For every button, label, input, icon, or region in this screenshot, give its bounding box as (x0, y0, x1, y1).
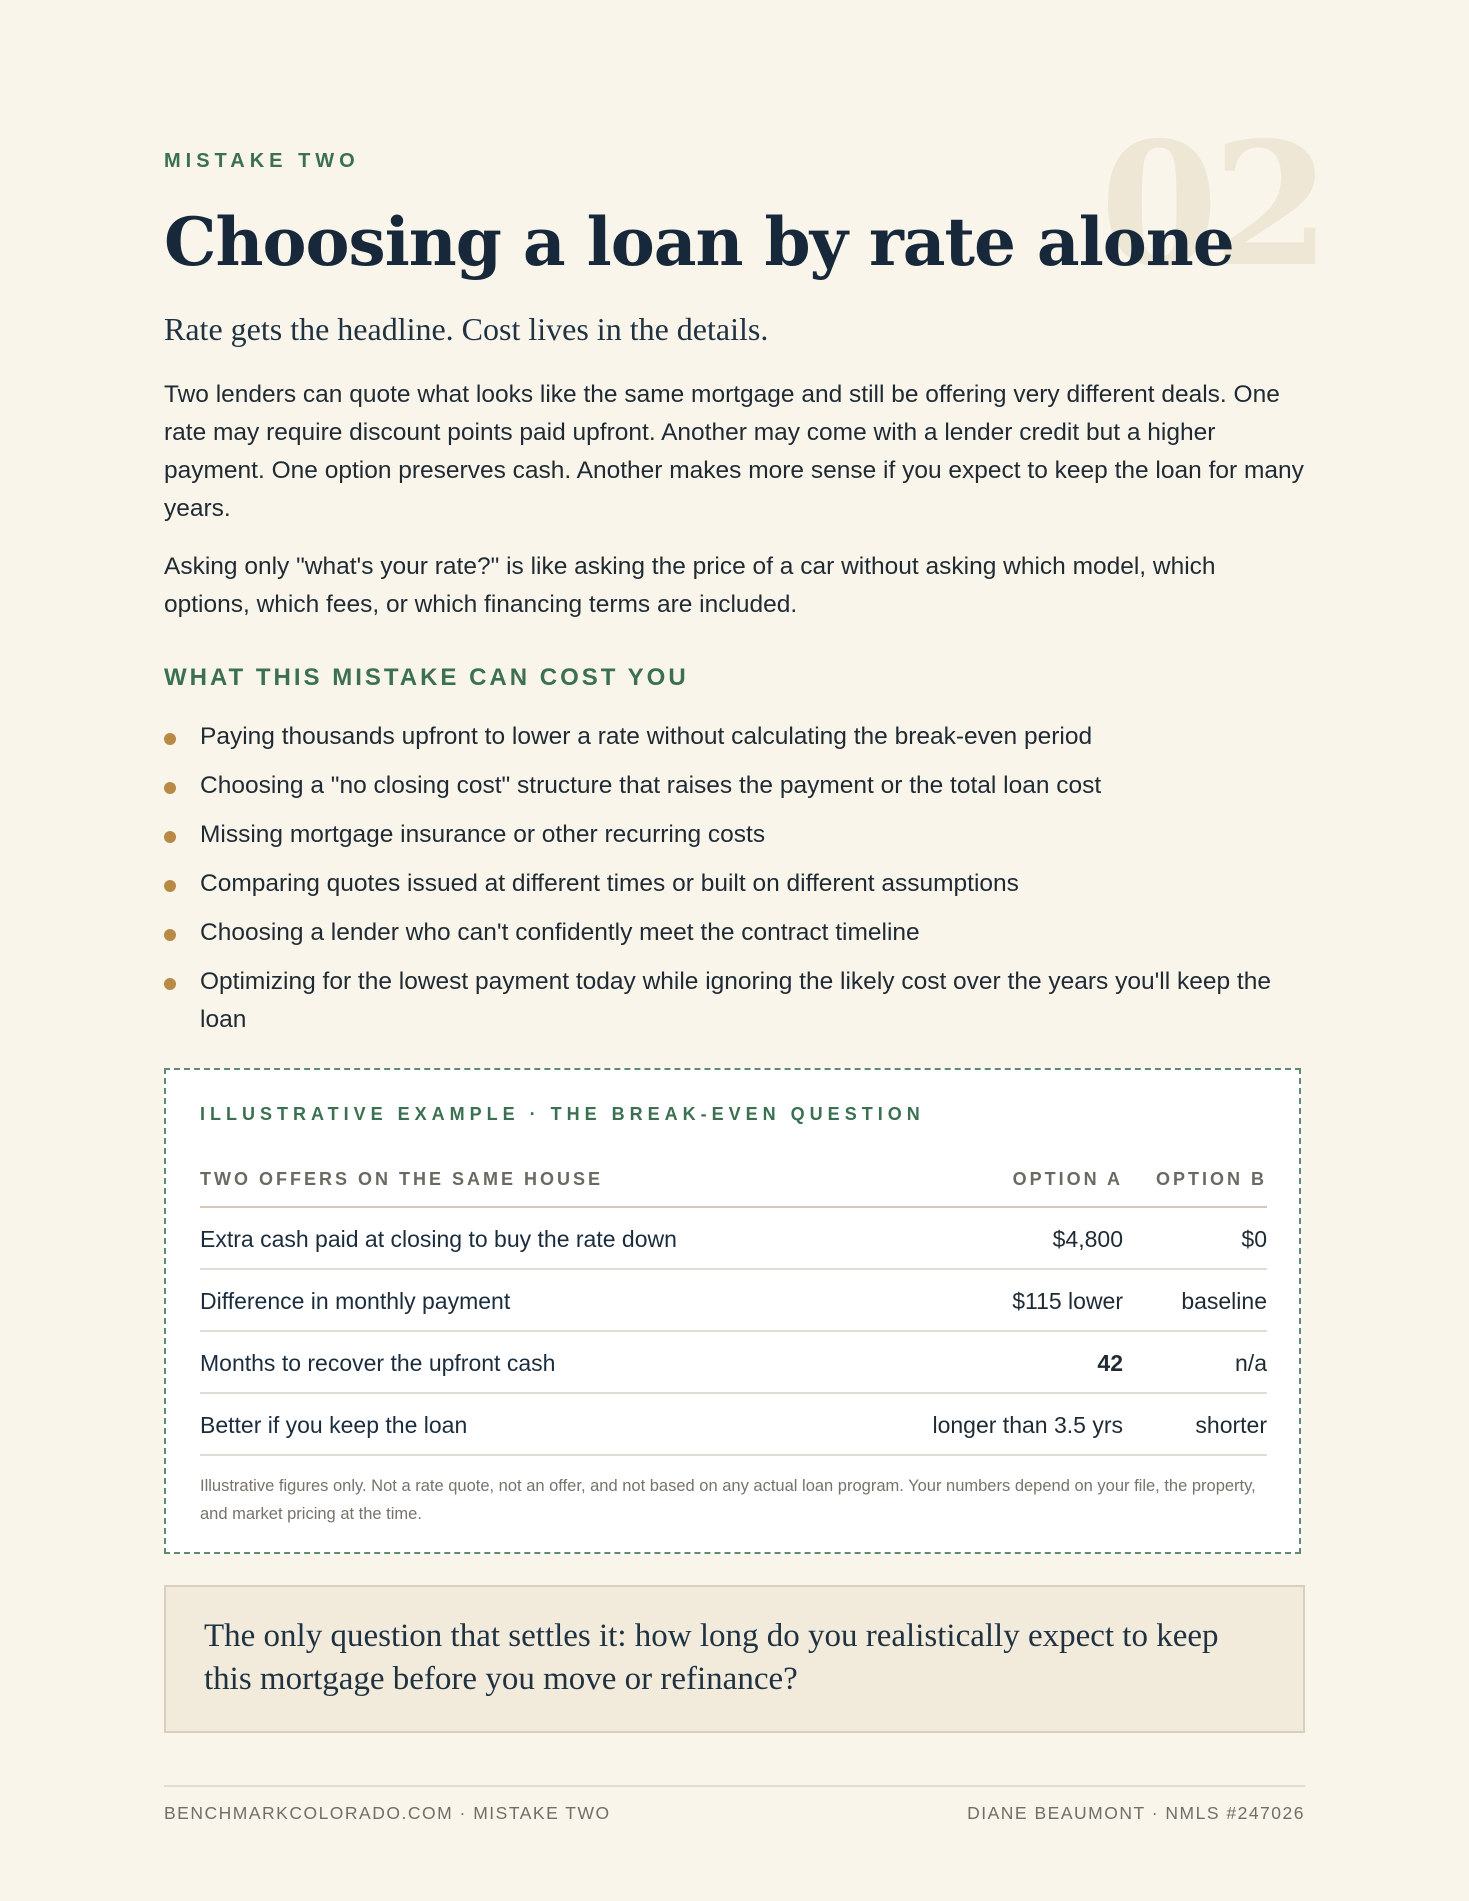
table-header-row (200, 1162, 1267, 1208)
column-header-option-a: OPTION A (1012, 1169, 1123, 1189)
list-item (164, 914, 1305, 952)
list-item-text: Choosing a "no closing cost" structure that raises the payment or the total loan cost (200, 772, 1102, 799)
page-number-watermark: 02 (1100, 105, 1325, 305)
table-row (200, 1208, 1267, 1270)
option-a-value: 42 (1097, 1350, 1123, 1376)
column-header-option-b: OPTION B (1155, 1169, 1267, 1189)
list-item (164, 767, 1305, 805)
bullet-dot-icon (164, 831, 176, 843)
option-b-value: $0 (1241, 1226, 1267, 1252)
bullet-dot-icon (164, 978, 176, 990)
row-label: Difference in monthly payment (200, 1288, 511, 1314)
table-row (200, 1270, 1267, 1332)
cost-section-heading: WHAT THIS MISTAKE CAN COST YOU (164, 664, 689, 691)
row-label: Months to recover the upfront cash (200, 1350, 556, 1376)
bullet-dot-icon (164, 733, 176, 745)
bullet-dot-icon (164, 782, 176, 794)
bullet-dot-icon (164, 880, 176, 892)
option-a-value: $115 lower (1012, 1288, 1123, 1314)
list-item-text: Paying thousands upfront to lower a rate without calculating the break-even period (200, 723, 1093, 750)
table-row (200, 1394, 1267, 1456)
intro-paragraph: Two lenders can quote what looks like the same mortgage and still be offering very different deals. One rate may require discount points paid upfront. Another may come with a lender credit but a higher payment. One option preserves cash. Another makes more sense if you expect to keep the loan for many years. (164, 381, 1304, 522)
page-subtitle: Rate gets the headline. Cost lives in the details. (164, 311, 769, 347)
eyebrow-label: MISTAKE TWO (164, 150, 360, 172)
table-row (200, 1332, 1267, 1394)
option-b-value: shorter (1195, 1412, 1267, 1438)
example-disclaimer: Illustrative figures only. Not a rate quote, not an offer, and not based on any actual loan program. Your numbers depend on your file, the property, and market pricing at the time. (200, 1477, 1256, 1523)
option-b-value: baseline (1181, 1288, 1267, 1314)
illustrative-example-box (164, 1068, 1301, 1554)
list-item-text: Comparing quotes issued at different times or built on different assumptions (200, 870, 1019, 897)
list-item-text: Choosing a lender who can't confidently meet the contract timeline (200, 919, 920, 946)
list-item (164, 718, 1305, 756)
example-heading: ILLUSTRATIVE EXAMPLE · THE BREAK-EVEN QUESTION (200, 1104, 925, 1124)
break-even-table (200, 1162, 1267, 1456)
cost-list (164, 718, 1305, 1050)
callout-text: The only question that settles it: how long do you realistically expect to keep this mortgage before you move or refinance? (204, 1618, 1219, 1697)
footer-author-nmls: DIANE BEAUMONT · NMLS #247026 (967, 1803, 1305, 1823)
row-label: Better if you keep the loan (200, 1412, 468, 1438)
option-a-value: $4,800 (1052, 1226, 1123, 1252)
footer-divider (164, 1785, 1305, 1787)
car-analogy-paragraph: Asking only "what's your rate?" is like asking the price of a car without asking which model, which options, which fees, or which financing terms are included. (164, 553, 1216, 618)
bullet-dot-icon (164, 929, 176, 941)
option-b-value: n/a (1235, 1350, 1267, 1376)
row-label: Extra cash paid at closing to buy the rate down (200, 1226, 677, 1252)
list-item (164, 816, 1305, 854)
option-a-value: longer than 3.5 yrs (932, 1412, 1123, 1438)
list-item (164, 865, 1305, 903)
list-item (164, 963, 1305, 1039)
list-item-text: Optimizing for the lowest payment today while ignoring the likely cost over the years you'll keep the loan (200, 968, 1271, 1033)
page-title: Choosing a loan by rate alone (164, 203, 1234, 281)
key-question-callout (164, 1585, 1305, 1733)
list-item-text: Missing mortgage insurance or other recurring costs (200, 821, 766, 848)
column-header-offers: TWO OFFERS ON THE SAME HOUSE (200, 1169, 604, 1189)
footer-site-label: BENCHMARKCOLORADO.COM · MISTAKE TWO (164, 1803, 611, 1823)
